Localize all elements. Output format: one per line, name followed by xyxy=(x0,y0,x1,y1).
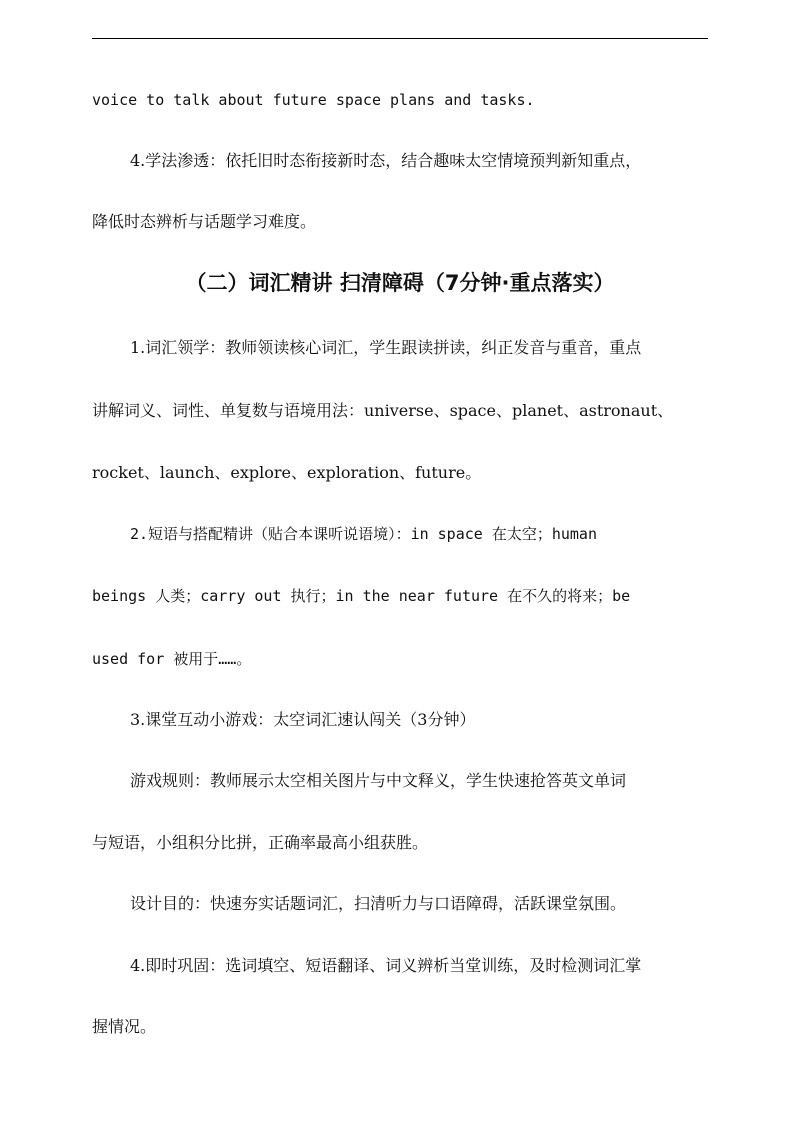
text-line: 与短语，小组积分比拼，正确率最高小组获胜。 xyxy=(92,833,429,852)
text-line: beings 人类；carry out 执行；in the near future 在不久的将来；be xyxy=(92,587,631,605)
text-line: 3.课堂互动小游戏：太空词汇速认闯关（3分钟） xyxy=(130,710,476,729)
text-line: 4.即时巩固：选词填空、短语翻译、词义辨析当堂训练，及时检测词汇掌 xyxy=(130,956,642,975)
text-line: 讲解词义、词性、单复数与语境用法：universe、space、planet、astronaut、 xyxy=(92,401,674,420)
text-line: 2.短语与搭配精讲（贴合本课听说语境）：in space 在太空；human xyxy=(130,525,597,543)
text-line: 握情况。 xyxy=(92,1017,157,1036)
text-line: 4.学法渗透：依托旧时态衔接新时态，结合趣味太空情境预判新知重点， xyxy=(130,151,642,170)
text-line: 设计目的：快速夯实话题词汇，扫清听力与口语障碍，活跃课堂氛围。 xyxy=(130,894,627,913)
section-heading: （二）词汇精讲 扫清障碍（7分钟·重点落实） xyxy=(185,271,615,295)
text-line: voice to talk about future space plans and tasks. xyxy=(92,91,535,109)
text-line: 游戏规则：教师展示太空相关图片与中文释义，学生快速抢答英文单词 xyxy=(130,771,627,790)
text-line: 1.词汇领学：教师领读核心词汇，学生跟读拼读，纠正发音与重音，重点 xyxy=(130,338,642,357)
header-rule xyxy=(92,38,708,39)
text-line: 降低时态辨析与话题学习难度。 xyxy=(92,212,317,231)
text-line: used for 被用于……。 xyxy=(92,650,252,668)
text-line: rocket、launch、explore、exploration、future。 xyxy=(92,463,482,482)
